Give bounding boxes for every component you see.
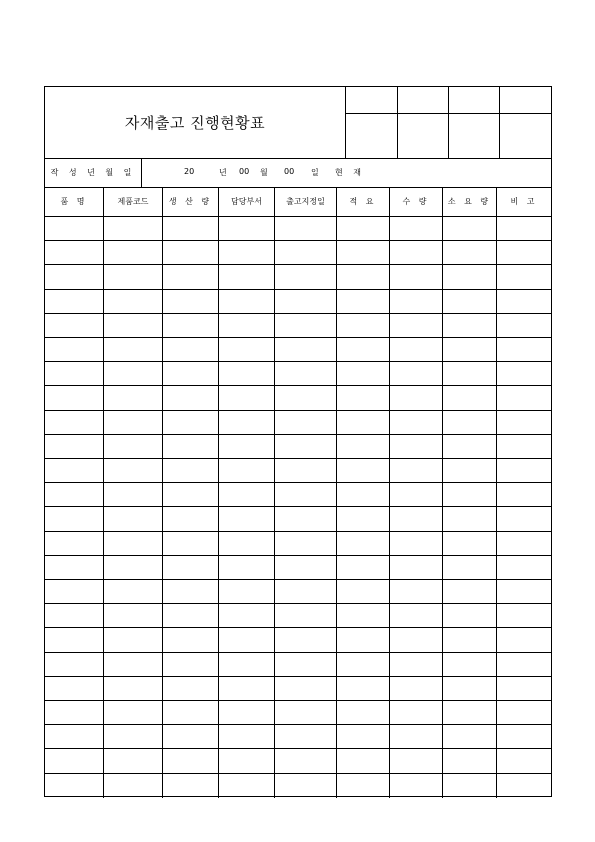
- table-cell[interactable]: [390, 314, 443, 338]
- table-cell[interactable]: [497, 749, 551, 773]
- table-cell[interactable]: [163, 749, 219, 773]
- table-cell[interactable]: [275, 507, 337, 531]
- table-cell[interactable]: [390, 628, 443, 652]
- approval-sign-cell[interactable]: [345, 114, 397, 158]
- table-cell[interactable]: [219, 362, 275, 386]
- table-cell[interactable]: [163, 362, 219, 386]
- table-cell[interactable]: [45, 435, 104, 459]
- table-cell[interactable]: [497, 774, 551, 798]
- table-cell[interactable]: [219, 290, 275, 314]
- table-cell[interactable]: [337, 725, 390, 749]
- table-cell[interactable]: [219, 241, 275, 265]
- table-cell[interactable]: [443, 290, 497, 314]
- table-cell[interactable]: [104, 483, 163, 507]
- table-cell[interactable]: [275, 580, 337, 604]
- table-cell[interactable]: [45, 653, 104, 677]
- table-cell[interactable]: [45, 556, 104, 580]
- table-cell[interactable]: [443, 483, 497, 507]
- table-cell[interactable]: [390, 580, 443, 604]
- table-cell[interactable]: [163, 556, 219, 580]
- table-cell[interactable]: [337, 774, 390, 798]
- table-cell[interactable]: [104, 290, 163, 314]
- table-cell[interactable]: [45, 580, 104, 604]
- table-cell[interactable]: [163, 628, 219, 652]
- table-cell[interactable]: [45, 217, 104, 241]
- table-cell[interactable]: [443, 653, 497, 677]
- table-cell[interactable]: [104, 314, 163, 338]
- table-cell[interactable]: [337, 556, 390, 580]
- table-cell[interactable]: [497, 265, 551, 289]
- table-cell[interactable]: [497, 628, 551, 652]
- table-cell[interactable]: [219, 338, 275, 362]
- table-cell[interactable]: [275, 677, 337, 701]
- table-cell[interactable]: [163, 338, 219, 362]
- table-cell[interactable]: [443, 749, 497, 773]
- form-title: 자재출고 진행현황표: [45, 87, 346, 158]
- table-cell[interactable]: [337, 653, 390, 677]
- month-value: 00: [239, 167, 250, 176]
- table-cell[interactable]: [275, 604, 337, 628]
- table-cell[interactable]: [497, 532, 551, 556]
- table-cell[interactable]: [497, 411, 551, 435]
- table-cell[interactable]: [337, 435, 390, 459]
- table-cell[interactable]: [45, 411, 104, 435]
- as-of-label: 현 재: [335, 168, 365, 177]
- table-cell[interactable]: [497, 701, 551, 725]
- table-cell[interactable]: [390, 338, 443, 362]
- table-cell[interactable]: [219, 556, 275, 580]
- table-cell[interactable]: [443, 725, 497, 749]
- table-cell[interactable]: [219, 604, 275, 628]
- table-cell[interactable]: [443, 677, 497, 701]
- table-cell[interactable]: [163, 217, 219, 241]
- table-cell[interactable]: [104, 241, 163, 265]
- table-cell[interactable]: [104, 362, 163, 386]
- table-cell[interactable]: [163, 725, 219, 749]
- table-cell[interactable]: [45, 628, 104, 652]
- table-cell[interactable]: [219, 265, 275, 289]
- table-cell[interactable]: [275, 265, 337, 289]
- table-cell[interactable]: [275, 290, 337, 314]
- table-cell[interactable]: [390, 725, 443, 749]
- table-cell[interactable]: [104, 556, 163, 580]
- day-value: 00: [284, 167, 295, 176]
- table-cell[interactable]: [443, 241, 497, 265]
- table-cell[interactable]: [45, 749, 104, 773]
- table-cell[interactable]: [390, 290, 443, 314]
- column-header: 담당부서: [219, 187, 275, 217]
- approval-title-cell[interactable]: [397, 87, 448, 114]
- table-cell[interactable]: [390, 749, 443, 773]
- table-cell[interactable]: [443, 362, 497, 386]
- table-cell[interactable]: [219, 217, 275, 241]
- table-cell[interactable]: [275, 483, 337, 507]
- table-cell[interactable]: [219, 386, 275, 410]
- table-cell[interactable]: [163, 580, 219, 604]
- table-cell[interactable]: [45, 459, 104, 483]
- table-cell[interactable]: [219, 532, 275, 556]
- table-cell[interactable]: [443, 265, 497, 289]
- table-cell[interactable]: [275, 774, 337, 798]
- table-cell[interactable]: [104, 725, 163, 749]
- table-cell[interactable]: [219, 459, 275, 483]
- table-cell[interactable]: [45, 677, 104, 701]
- column-header: 비 고: [497, 187, 551, 217]
- table-cell[interactable]: [443, 435, 497, 459]
- table-cell[interactable]: [443, 701, 497, 725]
- table-cell[interactable]: [443, 774, 497, 798]
- material-release-form: [44, 86, 552, 797]
- table-cell[interactable]: [275, 556, 337, 580]
- table-cell[interactable]: [104, 701, 163, 725]
- table-cell[interactable]: [275, 338, 337, 362]
- table-cell[interactable]: [497, 362, 551, 386]
- table-cell[interactable]: [219, 580, 275, 604]
- table-cell[interactable]: [337, 701, 390, 725]
- table-cell[interactable]: [337, 314, 390, 338]
- table-cell[interactable]: [45, 507, 104, 531]
- table-cell[interactable]: [497, 241, 551, 265]
- table-cell[interactable]: [104, 580, 163, 604]
- table-cell[interactable]: [497, 507, 551, 531]
- table-cell[interactable]: [104, 386, 163, 410]
- table-cell[interactable]: [390, 483, 443, 507]
- table-cell[interactable]: [497, 677, 551, 701]
- table-cell[interactable]: [443, 556, 497, 580]
- approval-sign-cell[interactable]: [397, 114, 448, 158]
- table-cell[interactable]: [45, 725, 104, 749]
- table-cell[interactable]: [275, 532, 337, 556]
- table-cell[interactable]: [390, 701, 443, 725]
- table-cell[interactable]: [390, 411, 443, 435]
- table-cell[interactable]: [390, 362, 443, 386]
- month-unit: 월: [260, 168, 268, 177]
- table-cell[interactable]: [497, 580, 551, 604]
- column-header: 수 량: [390, 187, 443, 217]
- table-cell[interactable]: [104, 411, 163, 435]
- table-cell[interactable]: [219, 725, 275, 749]
- table-cell[interactable]: [219, 314, 275, 338]
- table-cell[interactable]: [390, 604, 443, 628]
- form-header: [45, 87, 551, 159]
- table-cell[interactable]: [337, 338, 390, 362]
- table-cell[interactable]: [104, 338, 163, 362]
- table-cell[interactable]: [443, 532, 497, 556]
- table-cell[interactable]: [497, 725, 551, 749]
- table-cell[interactable]: [390, 265, 443, 289]
- date-label: 작 성 년 월 일: [45, 158, 142, 187]
- table-cell[interactable]: [390, 677, 443, 701]
- table-cell[interactable]: [443, 628, 497, 652]
- table-cell[interactable]: [104, 265, 163, 289]
- table-cell[interactable]: [337, 265, 390, 289]
- table-cell[interactable]: [275, 725, 337, 749]
- table-cell[interactable]: [337, 459, 390, 483]
- table-cell[interactable]: [163, 532, 219, 556]
- column-header: 생 산 량: [163, 187, 219, 217]
- table-cell[interactable]: [163, 314, 219, 338]
- table-cell[interactable]: [275, 628, 337, 652]
- table-cell[interactable]: [275, 411, 337, 435]
- table-cell[interactable]: [390, 241, 443, 265]
- table-cell[interactable]: [337, 677, 390, 701]
- table-cell[interactable]: [45, 241, 104, 265]
- table-cell[interactable]: [163, 483, 219, 507]
- table-cell[interactable]: [390, 459, 443, 483]
- column-header: 소 요 량: [443, 187, 497, 217]
- table-cell[interactable]: [390, 435, 443, 459]
- table-cell[interactable]: [443, 386, 497, 410]
- table-cell[interactable]: [337, 217, 390, 241]
- table-cell[interactable]: [219, 483, 275, 507]
- table-cell[interactable]: [219, 653, 275, 677]
- table-cell[interactable]: [443, 217, 497, 241]
- table-cell[interactable]: [163, 290, 219, 314]
- table-cell[interactable]: [275, 459, 337, 483]
- column-header: 제품코드: [104, 187, 163, 217]
- table-cell[interactable]: [275, 314, 337, 338]
- table-cell[interactable]: [45, 265, 104, 289]
- table-cell[interactable]: [45, 290, 104, 314]
- table-cell[interactable]: [337, 532, 390, 556]
- column-header: 품 명: [45, 187, 104, 217]
- table-cell[interactable]: [337, 411, 390, 435]
- table-cell[interactable]: [497, 604, 551, 628]
- table-cell[interactable]: [275, 653, 337, 677]
- table-cell[interactable]: [337, 749, 390, 773]
- table-cell[interactable]: [497, 459, 551, 483]
- table-cell[interactable]: [45, 483, 104, 507]
- table-cell[interactable]: [390, 386, 443, 410]
- table-cell[interactable]: [497, 338, 551, 362]
- table-cell[interactable]: [497, 290, 551, 314]
- table-cell[interactable]: [219, 411, 275, 435]
- table-cell[interactable]: [390, 556, 443, 580]
- table-cell[interactable]: [337, 386, 390, 410]
- table-cell[interactable]: [104, 532, 163, 556]
- table-cell[interactable]: [337, 362, 390, 386]
- column-header: 적 요: [337, 187, 390, 217]
- table-cell[interactable]: [497, 435, 551, 459]
- table-cell[interactable]: [337, 290, 390, 314]
- table-cell[interactable]: [45, 386, 104, 410]
- table-cell[interactable]: [104, 604, 163, 628]
- table-cell[interactable]: [104, 628, 163, 652]
- table-cell[interactable]: [390, 507, 443, 531]
- approval-box: [345, 87, 551, 158]
- table-cell[interactable]: [163, 411, 219, 435]
- table-cell[interactable]: [45, 314, 104, 338]
- table-cell[interactable]: [219, 435, 275, 459]
- approval-title-cell[interactable]: [345, 87, 397, 114]
- table-cell[interactable]: [390, 653, 443, 677]
- table-cell[interactable]: [275, 386, 337, 410]
- table-cell[interactable]: [390, 774, 443, 798]
- table-cell[interactable]: [104, 507, 163, 531]
- table-cell[interactable]: [163, 677, 219, 701]
- table-cell[interactable]: [443, 459, 497, 483]
- table-cell[interactable]: [337, 580, 390, 604]
- table-cell[interactable]: [275, 701, 337, 725]
- table-cell[interactable]: [275, 749, 337, 773]
- date-row: [45, 158, 551, 188]
- approval-title-cell[interactable]: [448, 87, 499, 114]
- table-cell[interactable]: [219, 677, 275, 701]
- table-cell[interactable]: [163, 241, 219, 265]
- day-unit: 일: [311, 168, 319, 177]
- table-cell[interactable]: [337, 628, 390, 652]
- table-cell[interactable]: [163, 701, 219, 725]
- year-unit: 년: [219, 168, 227, 177]
- table-cell[interactable]: [443, 338, 497, 362]
- table-cell[interactable]: [104, 217, 163, 241]
- table-cell[interactable]: [443, 314, 497, 338]
- table-cell[interactable]: [163, 459, 219, 483]
- table-cell[interactable]: [104, 774, 163, 798]
- table-cell[interactable]: [497, 386, 551, 410]
- approval-title-cell[interactable]: [499, 87, 551, 114]
- table-cell[interactable]: [390, 532, 443, 556]
- table-cell[interactable]: [163, 774, 219, 798]
- table-cell[interactable]: [45, 701, 104, 725]
- table-cell[interactable]: [45, 532, 104, 556]
- table-cell[interactable]: [275, 435, 337, 459]
- approval-sign-cell[interactable]: [499, 114, 551, 158]
- table-cell[interactable]: [219, 701, 275, 725]
- table-cell[interactable]: [45, 338, 104, 362]
- table-cell[interactable]: [219, 628, 275, 652]
- table-cell[interactable]: [104, 653, 163, 677]
- table-cell[interactable]: [104, 435, 163, 459]
- table-cell[interactable]: [163, 604, 219, 628]
- table-cell[interactable]: [337, 241, 390, 265]
- table-cell[interactable]: [219, 774, 275, 798]
- table-cell[interactable]: [163, 507, 219, 531]
- table-cell[interactable]: [275, 217, 337, 241]
- table-cell[interactable]: [275, 241, 337, 265]
- column-header: 출고지정일: [275, 187, 337, 217]
- table-cell[interactable]: [104, 749, 163, 773]
- table-cell[interactable]: [443, 580, 497, 604]
- table-cell[interactable]: [163, 386, 219, 410]
- table-cell[interactable]: [497, 314, 551, 338]
- table-cell[interactable]: [497, 653, 551, 677]
- year-prefix: 20: [184, 167, 195, 176]
- table-cell[interactable]: [45, 774, 104, 798]
- table-cell[interactable]: [497, 483, 551, 507]
- table-cell[interactable]: [443, 507, 497, 531]
- table-cell[interactable]: [219, 507, 275, 531]
- table-cell[interactable]: [45, 604, 104, 628]
- table-cell[interactable]: [104, 459, 163, 483]
- table-cell[interactable]: [104, 677, 163, 701]
- table-cell[interactable]: [163, 265, 219, 289]
- approval-sign-cell[interactable]: [448, 114, 499, 158]
- table-cell[interactable]: [390, 217, 443, 241]
- table-cell[interactable]: [163, 435, 219, 459]
- table-cell[interactable]: [443, 604, 497, 628]
- table-cell[interactable]: [219, 749, 275, 773]
- table-cell[interactable]: [337, 483, 390, 507]
- table-cell[interactable]: [443, 411, 497, 435]
- table-cell[interactable]: [45, 362, 104, 386]
- table-cell[interactable]: [497, 556, 551, 580]
- table-cell[interactable]: [337, 604, 390, 628]
- table-cell[interactable]: [163, 653, 219, 677]
- table-cell[interactable]: [497, 217, 551, 241]
- table-cell[interactable]: [275, 362, 337, 386]
- table-cell[interactable]: [337, 507, 390, 531]
